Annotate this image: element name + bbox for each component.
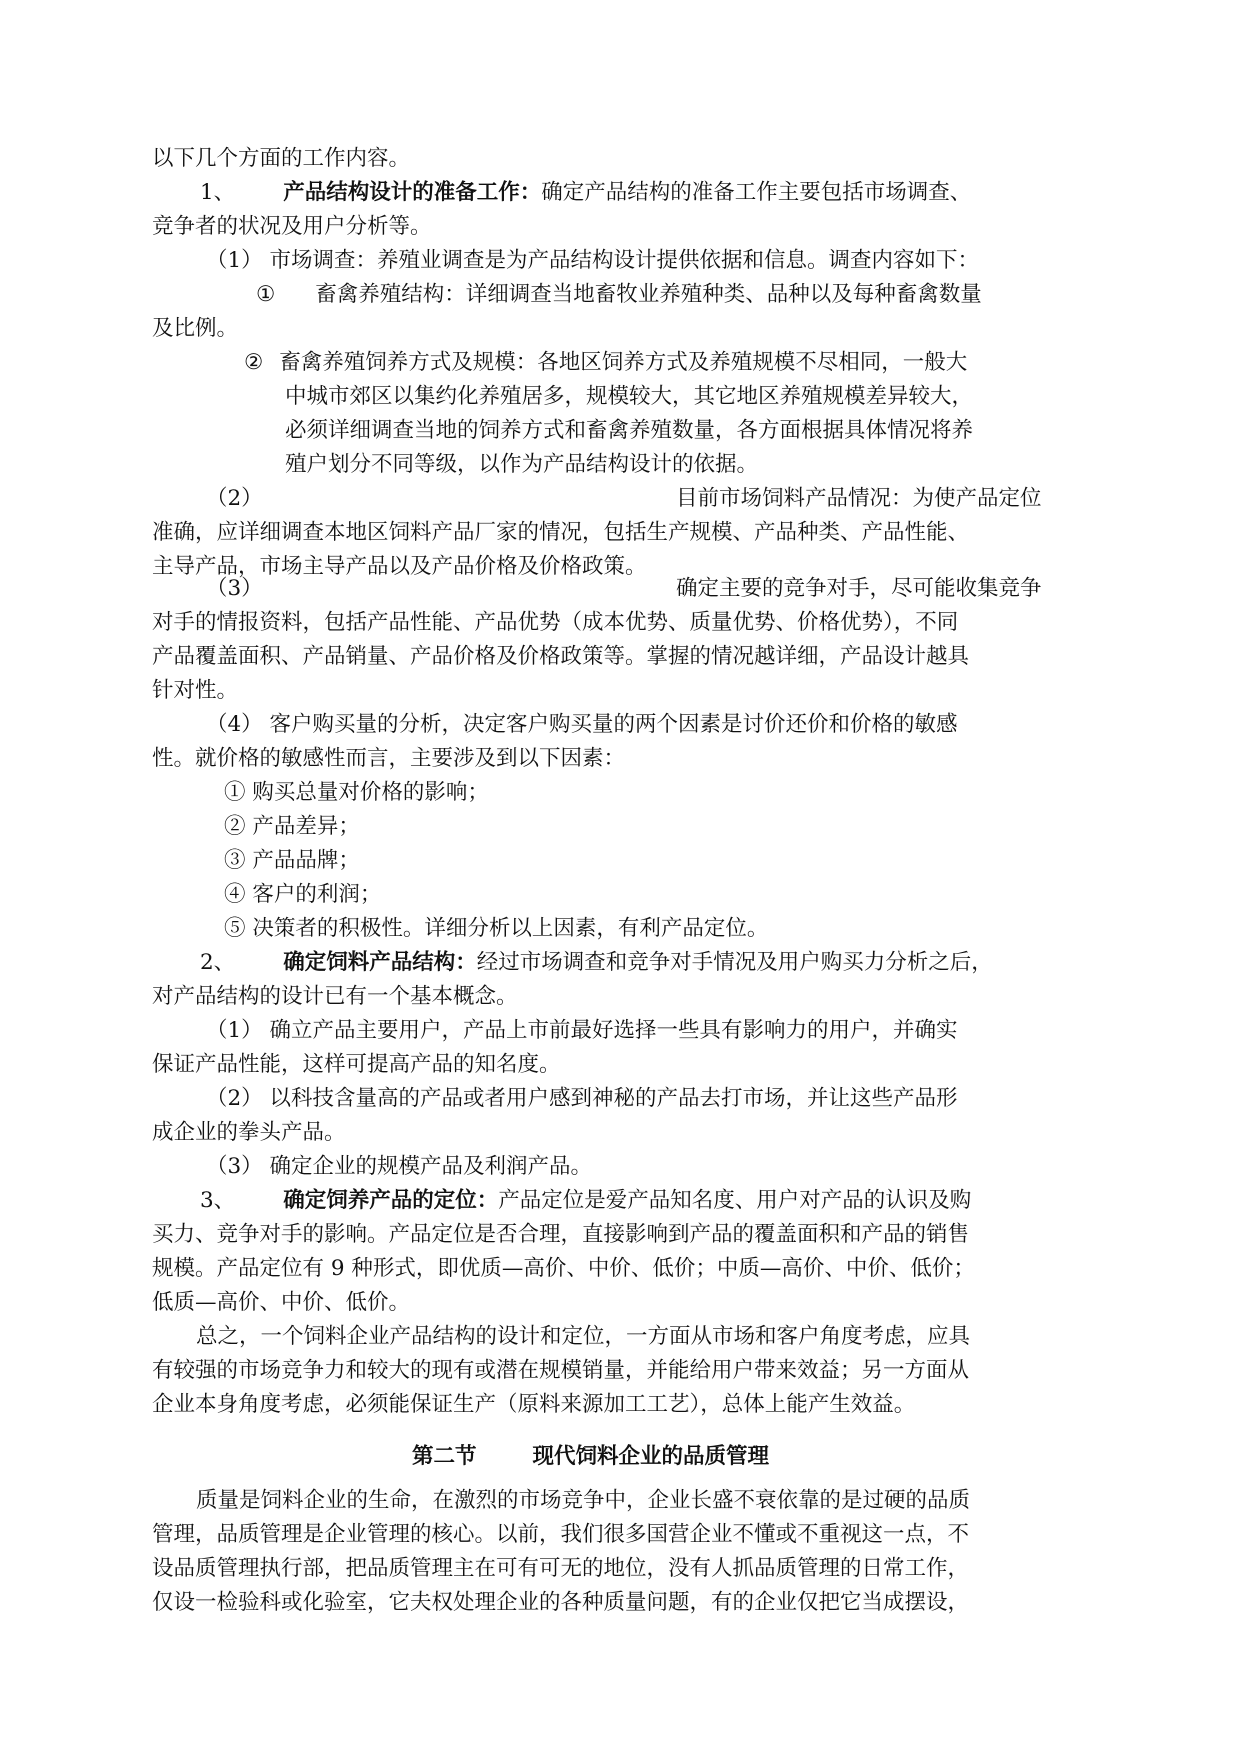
sub-item-1-line <box>256 278 982 312</box>
item-number: （3） <box>206 576 263 601</box>
item-3-line <box>200 1184 971 1218</box>
list-item: ③ 产品品牌； <box>224 848 360 873</box>
text-line: 目前市场饲料产品情况：为使产品定位 <box>676 486 1042 511</box>
text-line: 以下几个方面的工作内容。 <box>152 146 411 171</box>
sub-item-number: ① <box>256 282 276 307</box>
item-number: 3、 <box>200 1188 236 1213</box>
text-line: 中城市郊区以集约化养殖居多，规模较大，其它地区养殖规模差异较大， <box>285 384 974 409</box>
list-item: ② 产品差异； <box>224 814 360 839</box>
text-line: （1） 确立产品主要用户，产品上市前最好选择一些具有影响力的用户，并确实 <box>206 1018 958 1043</box>
item-heading: 产品结构设计的准备工作： <box>283 180 542 205</box>
text-line: 有较强的市场竞争力和较大的现有或潜在规模销量，并能给用户带来效益；另一方面从 <box>152 1358 970 1383</box>
item-heading: 确定饲养产品的定位： <box>283 1188 499 1213</box>
list-item: ⑤ 决策者的积极性。详细分析以上因素，有利产品定位。 <box>224 916 769 941</box>
list-item: ① 购买总量对价格的影响； <box>224 780 489 805</box>
text-line: 及比例。 <box>152 316 239 341</box>
text-line: 仅设一检验科或化验室，它夫权处理企业的各种质量问题，有的企业仅把它当成摆设， <box>152 1590 970 1615</box>
item-1-line <box>200 176 971 210</box>
sub-item-text: 畜禽养殖结构：详细调查当地畜牧业养殖种类、品种以及每种畜禽数量 <box>315 282 982 307</box>
text-line: 对手的情报资料，包括产品性能、产品优势（成本优势、质量优势、价格优势），不同 <box>152 610 959 635</box>
text-line: 成企业的拳头产品。 <box>152 1120 346 1145</box>
text-line: 准确，应详细调查本地区饲料产品厂家的情况，包括生产规模、产品种类、产品性能、 <box>152 520 970 545</box>
text-line: 对产品结构的设计已有一个基本概念。 <box>152 984 518 1009</box>
item-number: 2、 <box>200 950 236 975</box>
text-line: （4） 客户购买量的分析，决定客户购买量的两个因素是讨价还价和价格的敏感 <box>206 712 958 737</box>
item-text: 确定产品结构的准备工作主要包括市场调查、 <box>541 180 972 205</box>
sub-item-2-line <box>244 346 967 380</box>
text-line: 规模。产品定位有 9 种形式，即优质—高价、中价、低价；中质—高价、中价、低价； <box>152 1256 975 1281</box>
section-heading <box>412 1440 769 1474</box>
text-line: 产品覆盖面积、产品销量、产品价格及价格政策等。掌握的情况越详细，产品设计越具 <box>152 644 970 669</box>
item-text: 经过市场调查和竞争对手情况及用户购买力分析之后， <box>476 950 993 975</box>
section-title: 现代饲料企业的品质管理 <box>532 1444 770 1469</box>
item-number: 1、 <box>200 180 236 205</box>
text-line: 总之，一个饲料企业产品结构的设计和定位，一方面从市场和客户角度考虑，应具 <box>196 1324 971 1349</box>
text-line: 质量是饲料企业的生命，在激烈的市场竞争中，企业长盛不衰依靠的是过硬的品质 <box>196 1488 971 1513</box>
text-line: （2） 以科技含量高的产品或者用户感到神秘的产品去打市场，并让这些产品形 <box>206 1086 958 1111</box>
item-2-line <box>200 946 993 980</box>
text-line: 必须详细调查当地的饲养方式和畜禽养殖数量，各方面根据具体情况将养 <box>285 418 974 443</box>
text-line: 性。就价格的敏感性而言，主要涉及到以下因素： <box>152 746 626 771</box>
text-line: （1） 市场调查：养殖业调查是为产品结构设计提供依据和信息。调查内容如下： <box>206 248 980 273</box>
sub-item-text: 畜禽养殖饲养方式及规模：各地区饲养方式及养殖规模不尽相同，一般大 <box>279 350 968 375</box>
item-heading: 确定饲料产品结构： <box>283 950 477 975</box>
item-text: 产品定位是爱产品知名度、用户对产品的认识及购 <box>498 1188 972 1213</box>
text-line: 企业本身角度考虑，必须能保证生产（原料来源加工工艺），总体上能产生效益。 <box>152 1392 916 1417</box>
text-line: 低质—高价、中价、低价。 <box>152 1290 411 1315</box>
text-line: 主导产品，市场主导产品以及产品价格及价格政策。 <box>152 554 647 579</box>
text-line: 设品质管理执行部，把品质管理主在可有可无的地位，没有人抓品质管理的日常工作， <box>152 1556 970 1581</box>
list-item: ④ 客户的利润； <box>224 882 382 907</box>
section-label: 第二节 <box>412 1444 477 1469</box>
text-line: （3） 确定企业的规模产品及利润产品。 <box>206 1154 593 1179</box>
text-line: 竞争者的状况及用户分析等。 <box>152 214 432 239</box>
sub-item-number: ② <box>244 350 264 375</box>
text-line: 针对性。 <box>152 678 239 703</box>
item-number: （2） <box>206 486 263 511</box>
text-line: 买力、竞争对手的影响。产品定位是否合理，直接影响到产品的覆盖面积和产品的销售 <box>152 1222 970 1247</box>
text-line: 殖户划分不同等级，以作为产品结构设计的依据。 <box>285 452 759 477</box>
text-line: 确定主要的竞争对手，尽可能收集竞争 <box>676 576 1042 601</box>
text-line: 管理，品质管理是企业管理的核心。以前，我们很多国营企业不懂或不重视这一点，不 <box>152 1522 970 1547</box>
text-line: 保证产品性能，这样可提高产品的知名度。 <box>152 1052 561 1077</box>
